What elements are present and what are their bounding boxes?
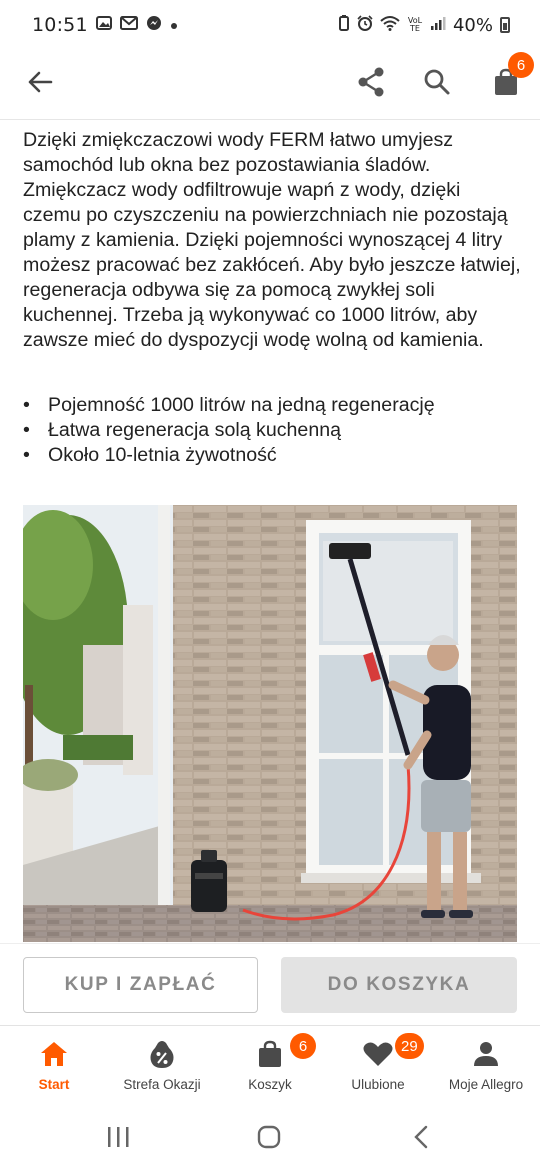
list-item: • Pojemność 1000 litrów na jedną regenerację [23,393,523,418]
status-bar [0,0,540,50]
battery-level: 40% [452,14,493,36]
add-to-cart-button[interactable]: DO KOSZYKA [281,957,517,1013]
bottom-nav [0,1025,540,1103]
list-item: • Łatwa regeneracja solą kuchenną [23,418,523,443]
search-button[interactable] [417,62,457,102]
nav-label: Start [38,1077,70,1092]
system-back-button[interactable] [401,1121,441,1153]
nav-start[interactable] [0,1026,108,1104]
recent-apps-button[interactable] [98,1121,138,1153]
home-circle-icon [257,1125,281,1149]
back-button[interactable] [22,64,58,100]
nav-label: Koszyk [248,1077,292,1092]
chevron-left-icon [413,1125,429,1149]
system-nav [0,1103,540,1170]
cart-count-badge: 6 [290,1033,316,1059]
share-icon [357,67,385,97]
favorites-count-badge: 29 [395,1033,424,1059]
search-icon [423,68,451,96]
product-image[interactable] [23,505,517,942]
percent-bag-icon [149,1039,175,1069]
battery-saver-icon [338,15,350,35]
volte-icon: VoLTE [407,16,423,33]
messenger-icon [146,15,162,35]
share-button[interactable] [351,62,391,102]
arrow-left-icon [27,70,53,94]
recent-apps-icon [106,1126,130,1148]
list-item: • Około 10-letnia żywotność [23,443,523,468]
buy-now-button[interactable]: KUP I ZAPŁAĆ [23,957,258,1013]
gallery-icon [96,16,112,34]
gmail-icon [120,16,138,34]
user-icon [473,1041,499,1067]
home-icon [40,1041,68,1067]
alarm-icon [357,15,373,35]
home-button[interactable] [249,1121,289,1153]
purchase-actions [0,943,540,1025]
nav-strefa-okazji[interactable] [108,1026,216,1104]
nav-label: Ulubione [351,1077,405,1092]
wifi-icon [380,15,400,35]
shopping-bag-icon [257,1040,283,1068]
product-description: Dzięki zmiękczaczowi wody FERM łatwo umyjesz samochód lub okna bez pozostawiania śladów. Zmiękczacz wody odfiltrowuje wapń z wody, dzięki czemu po czyszczeniu na powierzchniach nie pozostają plamy z kamienia. Dzięki pojemności wynoszącej 4 litry możesz pracować bez zakłóceń. Aby było jeszcze łatwiej, regeneracja odbywa się za pomocą zwykłej soli kuchennej. Trzeba ją wykonywać co 1000 litrów, aby zawsze mieć do dyspozycji wodę wolną od kamienia. [23,129,521,351]
nav-moje-allegro[interactable] [432,1026,540,1104]
feature-list [23,393,523,468]
status-time: 10:51 [32,14,88,36]
notification-dot-icon [170,16,178,34]
battery-icon [500,17,510,33]
nav-label: Moje Allegro [448,1077,524,1092]
heart-icon [363,1041,393,1067]
cart-count-badge: 6 [508,52,534,78]
signal-icon [430,15,446,35]
nav-label: Strefa Okazji [123,1077,201,1092]
app-header [0,50,540,120]
